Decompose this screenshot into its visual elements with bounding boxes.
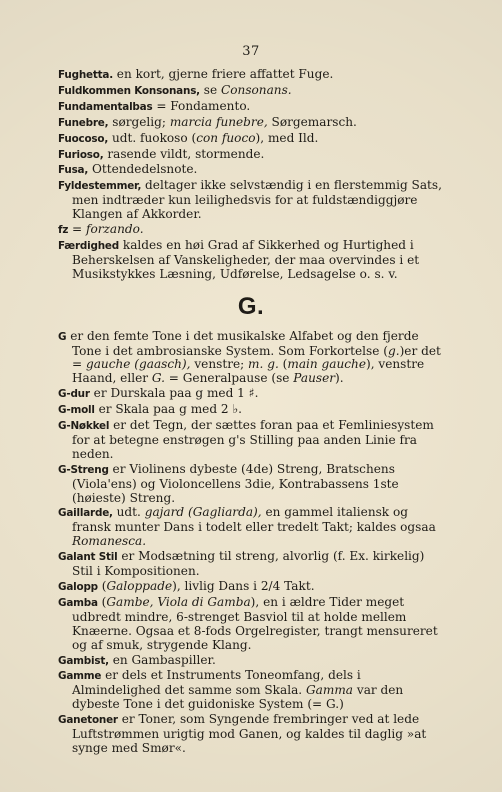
entry-text: Romanesca. <box>72 534 147 549</box>
dictionary-entry <box>58 179 444 222</box>
page-content <box>58 68 444 757</box>
entry-headword: Fyldestemmer, <box>58 180 142 193</box>
dictionary-entry <box>58 580 444 595</box>
entry-text: ), med Ild. <box>255 130 319 145</box>
entry-text: udt. <box>112 505 145 520</box>
entry-text: var den dybeste Tone i det guidoniske System (= G.) <box>72 683 404 712</box>
entry-text: se <box>199 82 221 97</box>
entry-text: = Generalpause (se <box>164 371 294 386</box>
entry-text: er dels et Instruments Toneomfang, dels i Almindelighed det samme som Skala. <box>72 668 361 698</box>
entry-text: kaldes en høi Grad af Sikkerhed og Hurtighed i Beherskelsen af Vanskeligheder, der maa overvindes i et Musikstykkes Læsning, Udførelse, Ledsagelse o. s. v. <box>72 237 420 281</box>
entry-text: sørgelig; <box>108 114 170 129</box>
entry-text: m. g. <box>248 357 279 372</box>
entry-text: deltager ikke selvstændig i en flerstemmig Sats, men indtræder kun leilighedsvis for at fuldstændiggjøre Klangen af Akkorder. <box>72 178 442 222</box>
entry-text: Sørgemarsch. <box>267 114 357 129</box>
entry-text: er Skala paa g med 2 ♭. <box>94 402 242 417</box>
entry-headword: fz <box>58 224 69 237</box>
entry-headword: Færdighed <box>58 239 120 252</box>
entry-text: rasende vildt, stormende. <box>103 146 265 161</box>
entry-headword: Funebre, <box>58 116 109 129</box>
entry-headword: Fusa, <box>58 164 89 177</box>
entry-headword: Gamba <box>58 596 98 609</box>
entry-text: G. <box>151 371 165 386</box>
entry-text: con fuoco <box>196 130 256 145</box>
entry-text: Galoppade <box>106 579 173 593</box>
dictionary-entry <box>58 116 444 131</box>
entry-headword: Fuocoso, <box>58 132 109 145</box>
entry-text: ( <box>278 357 288 372</box>
entry-text: er Durskala paa g med 1 ♯. <box>89 386 259 401</box>
entry-text: er den femte Tone i det musikalske Alfabet og den fjerde Tone i det ambrosianske System. Som Forkortelse ( <box>66 328 419 358</box>
entry-headword: G-moll <box>58 404 95 417</box>
entry-headword: Gambist, <box>58 654 109 667</box>
entry-text: Consonans. <box>221 82 292 97</box>
dictionary-entry <box>58 84 444 99</box>
entries-g-section <box>58 330 444 756</box>
section-heading: G. <box>237 292 265 320</box>
entry-text: )er det = <box>72 343 441 372</box>
entry-text: = Fondamento. <box>152 98 251 113</box>
entry-text: ). <box>335 371 344 386</box>
entry-text: er Modsætning til streng, alvorlig (f. Ex. kirkelig) Stil i Kompositionen. <box>72 549 425 579</box>
entry-headword: G-dur <box>58 388 90 401</box>
entry-text: venstre; <box>190 357 249 372</box>
entry-text: en kort, gjerne friere affattet Fuge. <box>112 67 334 81</box>
dictionary-entry <box>58 239 444 282</box>
dictionary-entry <box>58 669 444 712</box>
entry-headword: Furioso, <box>58 148 104 161</box>
entry-text: udt. fuokoso ( <box>108 130 197 145</box>
dictionary-entry <box>58 403 444 418</box>
dictionary-entry <box>58 330 444 387</box>
dictionary-entry <box>58 550 444 579</box>
dictionary-entry <box>58 163 444 178</box>
dictionary-entry <box>58 654 444 669</box>
entry-text: forzando. <box>86 222 144 237</box>
dictionary-entry <box>58 506 444 549</box>
entry-text: ( <box>97 579 107 593</box>
entry-headword: Ganetoner <box>58 714 118 727</box>
entry-text: ), en i ældre Tider meget udbredt mindre, 6-strenget Basviol til at holde mellem Knæerne. Ogsaa et 8-fods Orgelregister, trangt mensureret og af smuk, strygende Klang. <box>72 594 438 652</box>
entry-text: Gamma <box>305 683 354 698</box>
entry-text: gajard (Gagliarda), <box>144 505 262 520</box>
entry-text: ), venstre Haand, eller <box>72 357 425 386</box>
entry-text: Ottendedelsnote. <box>88 162 198 177</box>
entry-text: Gambe, Viola di Gamba <box>106 594 251 609</box>
entry-text: = <box>68 222 86 237</box>
entry-headword: Gaillarde, <box>58 507 113 520</box>
entry-headword: Galant Stil <box>58 551 118 564</box>
entry-headword: G-Nøkkel <box>58 420 110 433</box>
entries-f-section <box>58 68 444 282</box>
entry-text: marcia funebre, <box>169 114 268 129</box>
dictionary-entry <box>58 223 444 238</box>
dictionary-entry <box>58 148 444 163</box>
entry-headword: Fundamentalbas <box>58 100 153 113</box>
entry-text: g. <box>387 343 400 358</box>
dictionary-entry <box>58 596 444 653</box>
page-number: 37 <box>242 44 260 59</box>
dictionary-entry <box>58 132 444 147</box>
entry-text: er Violinens dybeste (4de) Streng, Bratschens (Viola'ens) og Violoncellens 3die, Kontrabassens 1ste (høieste) Streng. <box>72 461 399 505</box>
dictionary-entry <box>58 463 444 506</box>
entry-headword: Galopp <box>58 581 98 593</box>
dictionary-entry <box>58 100 444 115</box>
entry-text: er det Tegn, der sættes foran paa et Femliniesystem for at betegne enstrøgen g's Stilling paa anden Linie fra neden. <box>72 418 434 461</box>
entry-headword: G <box>58 330 67 343</box>
entry-headword: Fughetta. <box>58 69 113 81</box>
entry-text: main gauche <box>287 357 366 372</box>
dictionary-entry <box>58 419 444 462</box>
entry-headword: Gamme <box>58 670 102 683</box>
entry-headword: Fuldkommen Konsonans, <box>58 84 200 97</box>
dictionary-entry <box>58 387 444 402</box>
entry-text: ), livlig Dans i 2/4 Takt. <box>172 579 315 593</box>
dictionary-entry <box>58 68 444 83</box>
entry-text: Pauser <box>293 371 336 386</box>
entry-text: er Toner, som Syngende frembringer ved at lede Luftstrømmen urigtig mod Ganen, og kaldes til daglig »at synge med Smør«. <box>72 712 427 755</box>
entry-text: en Gambaspiller. <box>108 652 216 667</box>
entry-text: en gammel italiensk og fransk munter Dans i todelt eller tredelt Takt; kaldes ogsaa <box>72 505 436 535</box>
entry-headword: G-Streng <box>58 463 109 476</box>
entry-text: gauche (gaasch), <box>85 357 191 372</box>
entry-text: ( <box>97 594 107 609</box>
dictionary-entry <box>58 713 444 756</box>
